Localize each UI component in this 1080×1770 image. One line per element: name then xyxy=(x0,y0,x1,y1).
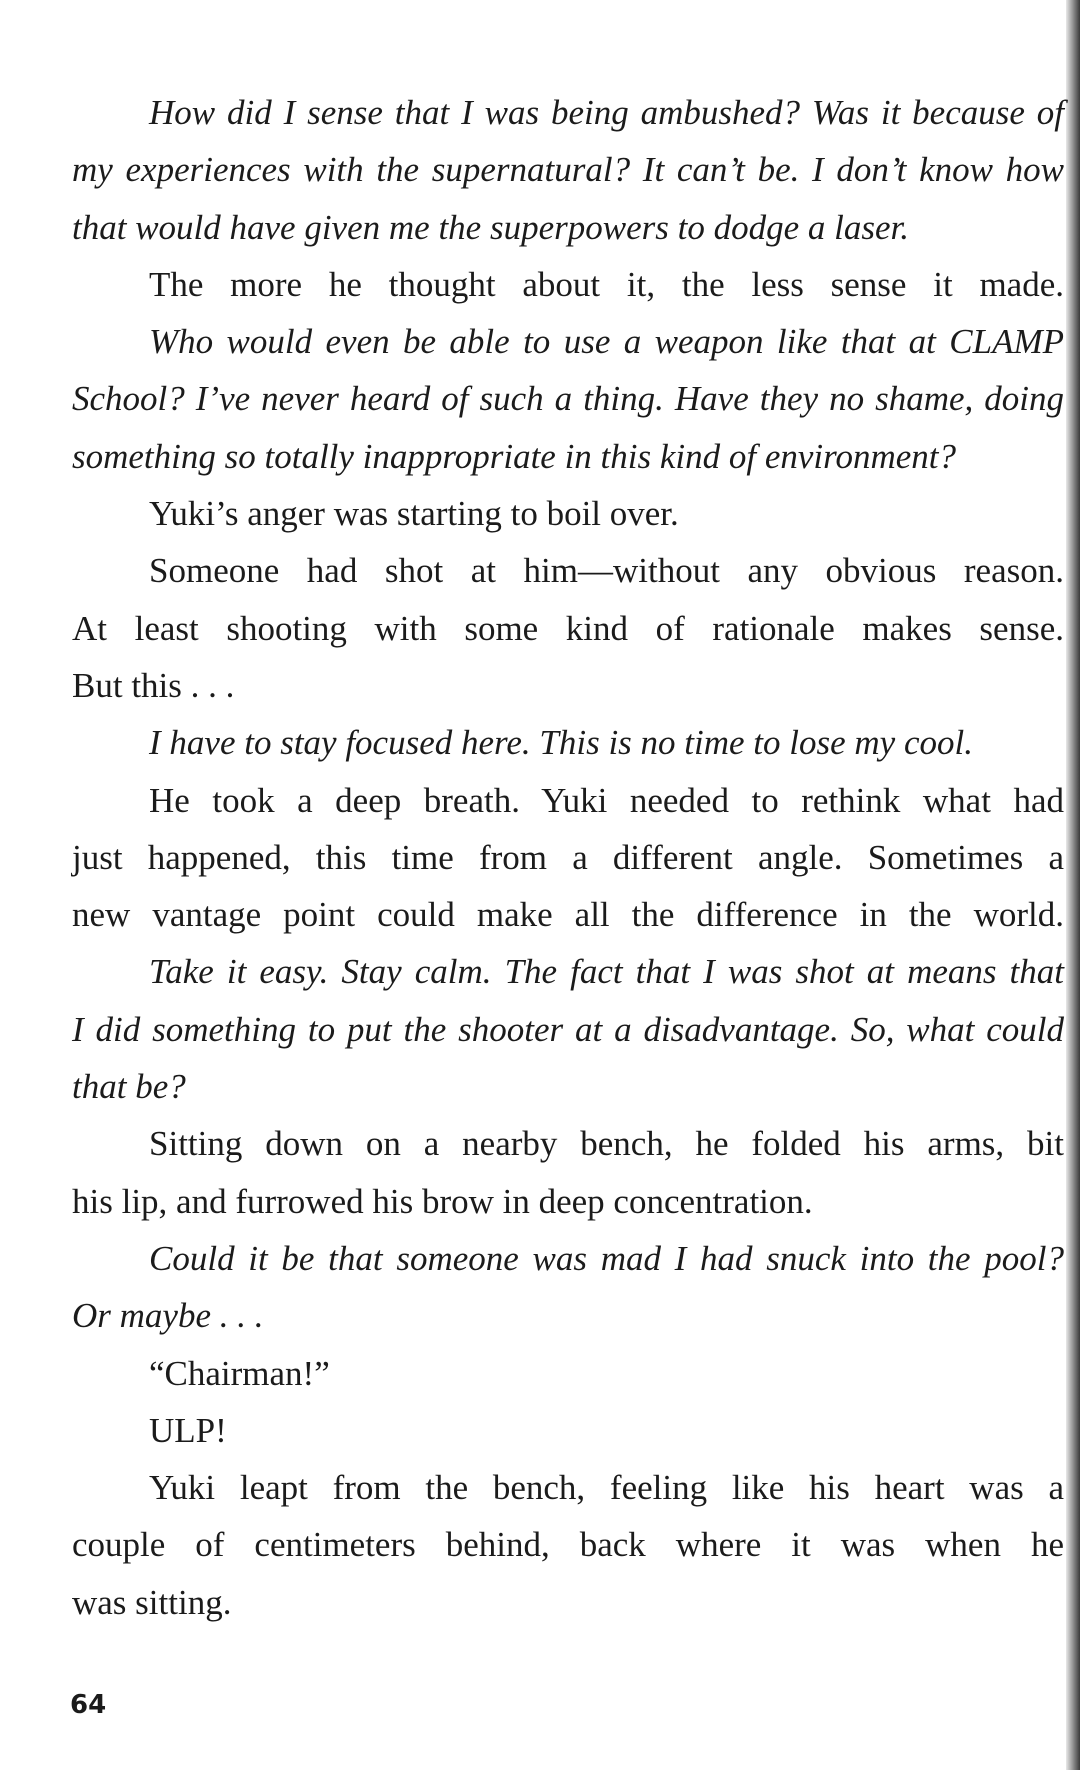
text-line: was sitting. xyxy=(72,1582,232,1622)
text-line: Yuki’s anger was starting to boil over. xyxy=(149,494,679,534)
text-line: How did I sense that I was being ambushed? Was it because of xyxy=(149,93,1064,132)
text-line: couple of centimeters behind, back where it was when he xyxy=(72,1525,1064,1565)
body-text xyxy=(72,84,1064,1631)
text-line: just happened, this time from a different angle. Sometimes a xyxy=(72,837,1064,877)
text-line: Or maybe . . . xyxy=(72,1296,264,1336)
text-line: Yuki leapt from the bench, feeling like his heart was a xyxy=(149,1468,1064,1508)
text-line: that would have given me the superpowers to dodge a laser. xyxy=(72,207,909,247)
text-line: He took a deep breath. Yuki needed to rethink what had xyxy=(149,780,1064,820)
text-line: my experiences with the supernatural? It can’t be. I don’t know how xyxy=(72,150,1064,190)
page-binding-edge xyxy=(1066,0,1080,1770)
text-line: Someone had shot at him—without any obvious reason. xyxy=(149,551,1064,591)
text-line: ULP! xyxy=(149,1410,227,1450)
text-line: But this . . . xyxy=(72,665,235,705)
text-line: School? I’ve never heard of such a thing. Have they no shame, doing xyxy=(72,379,1064,419)
text-line: Sitting down on a nearby bench, he folded his arms, bit xyxy=(149,1124,1064,1164)
text-line: Take it easy. Stay calm. The fact that I was shot at means that xyxy=(149,952,1064,992)
page-number: 64 xyxy=(70,1690,107,1720)
text-line: his lip, and furrowed his brow in deep concentration. xyxy=(72,1181,813,1221)
text-line: “Chairman!” xyxy=(149,1353,330,1393)
text-line: At least shooting with some kind of rationale makes sense. xyxy=(72,608,1064,648)
text-line: new vantage point could make all the difference in the world. xyxy=(72,895,1064,935)
text-line: that be? xyxy=(72,1067,186,1107)
text-line: Could it be that someone was mad I had snuck into the pool? xyxy=(149,1238,1064,1278)
text-line: I have to stay focused here. This is no time to lose my cool. xyxy=(149,723,973,763)
text-line: something so totally inappropriate in this kind of environment? xyxy=(72,436,957,476)
text-line: I did something to put the shooter at a disadvantage. So, what could xyxy=(72,1009,1064,1049)
text-line: Who would even be able to use a weapon like that at CLAMP xyxy=(149,322,1064,362)
text-line: The more he thought about it, the less sense it made. xyxy=(149,264,1064,304)
